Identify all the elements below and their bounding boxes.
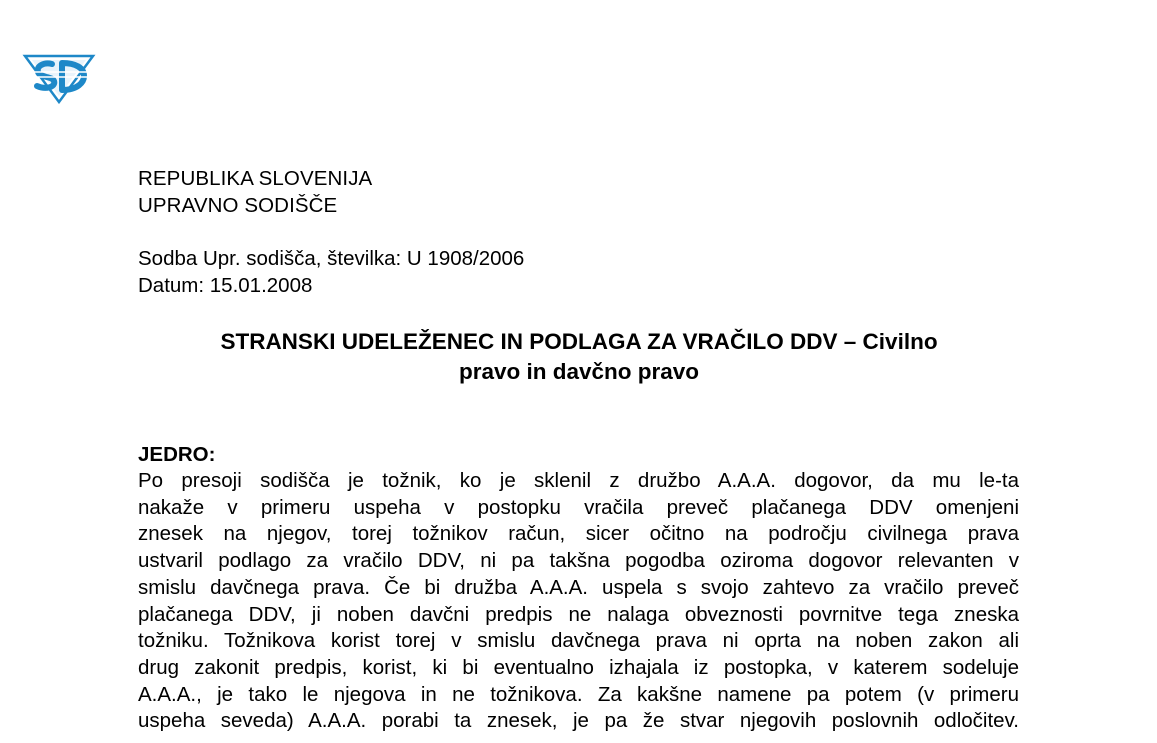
paragraph-line: tožniku. Tožnikova korist torej v smislu davčnega prava ni oprta na noben zakon ali [138,629,1019,653]
paragraph-line: znesek na njegov, torej tožnikov račun, sicer očitno na področju civilnega prava [138,522,1019,546]
paragraph-line: plačanega DDV, ji noben davčni predpis ne nalaga obveznosti povrnitve tega zneska [138,602,1019,626]
header-country: REPUBLIKA SLOVENIJA [138,167,373,190]
title-line-1: STRANSKI UDELEŽENEC IN PODLAGA ZA VRAČILO DDV – Civilno [220,329,938,354]
case-meta [138,245,524,299]
paragraph-line: nakaže v primeru uspeha v postopku vračila preveč plačanega DDV omenjeni [138,495,1019,519]
paragraph-line: smislu davčnega prava. Če bi družba A.A.A. uspela s svojo zahtevo za vračilo preveč [138,575,1019,599]
court-header [138,165,372,219]
paragraph-line: ustvaril podlago za vračilo DDV, ni pa takšna pogodba oziroma dogovor relevanten v [138,549,1019,573]
sd-shield-logo-icon [22,48,96,104]
header-court: UPRAVNO SODIŠČE [138,194,338,217]
jedro-heading: JEDRO: [138,443,216,466]
paragraph-line: Po presoji sodišča je tožnik, ko je sklenil z družbo A.A.A. dogovor, da mu le-ta [138,469,1019,492]
document-title [138,327,1020,387]
case-number: Sodba Upr. sodišča, številka: U 1908/2006 [138,247,525,270]
title-line-2: pravo in davčno pravo [458,359,700,384]
paragraph-line: A.A.A., je tako le njegova in ne tožnikova. Za kakšne namene pa potem (v primeru [138,682,1019,706]
paragraph-line: drug zakonit predpis, korist, ki bi eventualno izhajala iz postopka, v katerem sodeluje [138,655,1019,679]
paragraph-line: uspeha seveda) A.A.A. porabi ta znesek, je pa že stvar njegovih poslovnih odločitev. [138,709,1019,733]
jedro-paragraph [138,468,1019,735]
case-date: Datum: 15.01.2008 [138,274,313,297]
